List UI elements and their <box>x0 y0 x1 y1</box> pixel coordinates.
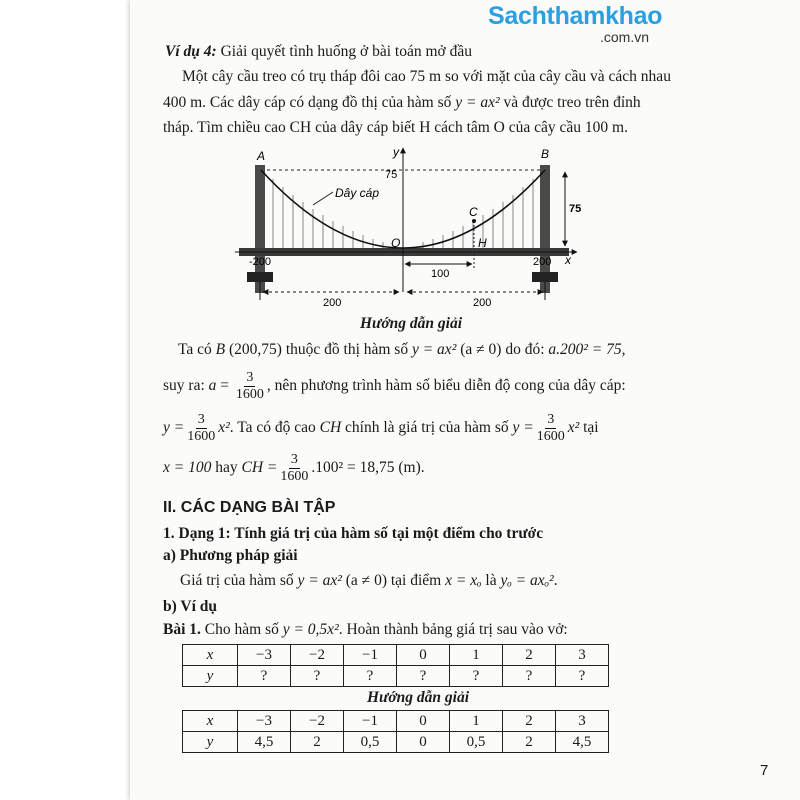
table-row <box>183 732 609 753</box>
sol1-cond: (a ≠ 0) <box>456 341 502 358</box>
example4-line3: tháp. Tìm chiều cao CH của dây cáp biết H cách tâm O của cây cầu 100 m. <box>163 119 628 136</box>
table-cell: 1 <box>450 711 503 732</box>
dang1-title: 1. Dạng 1: Tính giá trị của hàm số tại một điểm cho trước <box>163 525 544 542</box>
label-200-left: 200 <box>323 297 342 309</box>
section2-title: II. CÁC DẠNG BÀI TẬP <box>163 499 336 516</box>
table-cell: ? <box>556 666 609 687</box>
method-c: là <box>481 572 501 589</box>
table-cell: 3 <box>556 711 609 732</box>
label-y: y <box>393 145 399 159</box>
fraction-3-1600 <box>234 370 266 403</box>
table-cell: 2 <box>503 711 556 732</box>
value-table-answer <box>182 710 609 753</box>
sol1-b: (200,75) thuộc đồ thị hàm số <box>225 341 412 358</box>
label-100: 100 <box>431 268 450 280</box>
cable-pointer <box>313 192 333 205</box>
example4-line2-text-b: và được treo trên đỉnh <box>499 94 641 111</box>
sol1-formula: y = ax² <box>411 341 457 358</box>
example4-line2 <box>163 93 641 113</box>
example4-line2-text-a: 400 m. Các dây cáp có dạng đồ thị của hàm số <box>163 94 456 111</box>
method-cond: (a ≠ 0) <box>341 572 387 589</box>
bai1-text <box>163 620 568 640</box>
table-cell: ? <box>291 666 344 687</box>
bai1-label: Bài 1. <box>163 621 201 638</box>
sol3-yeq-2: y = <box>512 419 534 437</box>
table-cell: x <box>183 645 238 666</box>
sol2-a: suy ra: <box>163 377 209 395</box>
label-h: H <box>478 236 487 250</box>
solution-line3 <box>163 412 599 445</box>
frac-num: 3 <box>290 452 298 467</box>
site-logo-domain: .com.vn <box>600 29 650 45</box>
frac-den: 1600 <box>187 429 216 444</box>
fraction-3-1600-d <box>278 452 310 485</box>
sol3-b: . Ta có độ cao <box>229 419 320 437</box>
method-title: a) Phương pháp giải <box>163 547 298 564</box>
method-xo: x = xₒ <box>445 572 482 589</box>
fraction-3-1600-b <box>185 412 217 445</box>
table-cell: 0,5 <box>344 732 397 753</box>
method-formula: y = ax² <box>297 572 342 589</box>
table-cell: 4,5 <box>556 732 609 753</box>
frac-den: 1600 <box>536 429 565 444</box>
example4-label: Ví dụ 4: <box>165 43 217 60</box>
table-cell: 1 <box>450 645 503 666</box>
sol3-c: chính là giá trị của hàm số <box>341 419 513 437</box>
right-tower-base <box>532 272 558 282</box>
left-tower-base <box>247 272 273 282</box>
table-cell: 2 <box>503 645 556 666</box>
frac-den: 1600 <box>280 469 309 484</box>
table-cell: −2 <box>291 645 344 666</box>
label-o: O <box>391 236 401 250</box>
table-cell: y <box>183 666 238 687</box>
method-b: tại điểm <box>386 572 446 589</box>
sol3-yeq: y = <box>163 419 185 437</box>
sol3-tai: tại <box>579 419 599 437</box>
value-table-question <box>182 644 609 687</box>
example4-formula: y = ax² <box>455 94 500 111</box>
table-cell: y <box>183 732 238 753</box>
method-d: . <box>553 572 558 589</box>
page-number: 7 <box>760 762 769 779</box>
table-cell: 0 <box>397 711 450 732</box>
table-cell: x <box>183 711 238 732</box>
sol3-x2-2: x² <box>567 419 580 437</box>
method-text <box>180 571 558 591</box>
table-cell: ? <box>503 666 556 687</box>
table-cell: ? <box>344 666 397 687</box>
site-logo[interactable]: Sachthamkhao <box>488 2 663 30</box>
table-cell: 4,5 <box>238 732 291 753</box>
sol1-eq: a.200² = 75, <box>548 341 626 358</box>
table-cell: −3 <box>238 645 291 666</box>
solution-line4 <box>163 452 425 485</box>
bai1-formula: y = 0,5x² <box>282 621 339 638</box>
label-a: A <box>257 149 266 163</box>
label-b: B <box>541 147 550 161</box>
table-cell: ? <box>397 666 450 687</box>
table-cell: 2 <box>503 732 556 753</box>
label-tick-right: 200 <box>533 256 552 268</box>
table-cell: −2 <box>291 711 344 732</box>
label-75-right: 75 <box>569 203 582 215</box>
table-cell: 0 <box>397 645 450 666</box>
table-cell: 0,5 <box>450 732 503 753</box>
frac-den: 1600 <box>235 387 264 402</box>
sol4-b: hay <box>211 459 242 477</box>
sol2-b: , nên phương trình hàm số biểu diễn độ cong của dây cáp: <box>266 377 626 395</box>
sol4-ch: CH = <box>241 459 278 477</box>
sol1-b-point: B <box>215 341 226 358</box>
guide-title-2: Hướng dẫn giải <box>367 689 470 706</box>
frac-num: 3 <box>197 412 205 427</box>
table-cell: −1 <box>344 711 397 732</box>
sol2-avar: a <box>208 377 217 395</box>
table-cell: 2 <box>291 732 344 753</box>
solution-line1 <box>178 340 625 360</box>
table-cell: 3 <box>556 645 609 666</box>
label-tick-left: -200 <box>249 256 272 268</box>
table-row <box>183 711 609 732</box>
sol4-a: x = 100 <box>163 459 212 477</box>
bai1-a: Cho hàm số <box>200 621 283 638</box>
sol1-c: do đó: <box>501 341 549 358</box>
cable-label: Dây cáp <box>335 186 380 200</box>
frac-num: 3 <box>547 412 555 427</box>
example4-heading <box>165 42 472 62</box>
sol1-a: Ta có <box>178 341 216 358</box>
table-cell: −1 <box>344 645 397 666</box>
example4-line1: Một cây cầu treo có trụ tháp đôi cao 75 m so với mặt của cây cầu và cách nhau <box>182 68 671 85</box>
example-title: b) Ví dụ <box>163 598 217 615</box>
bai1-b: . Hoàn thành bảng giá trị sau vào vở: <box>338 621 568 638</box>
point-c <box>472 219 476 223</box>
table-row <box>183 645 609 666</box>
table-cell: ? <box>238 666 291 687</box>
sol3-ch: CH <box>319 419 342 437</box>
table-cell: ? <box>450 666 503 687</box>
label-75-axis: 75 <box>385 169 398 181</box>
table-row <box>183 666 609 687</box>
table-cell: −3 <box>238 711 291 732</box>
sol3-x2: x² <box>218 419 230 437</box>
frac-num: 3 <box>246 370 254 385</box>
method-a: Giá trị của hàm số <box>180 572 298 589</box>
guide-title: Hướng dẫn giải <box>360 315 463 332</box>
example4-heading-text: Giải quyết tình huống ở bài toán mở đầu <box>216 43 472 60</box>
label-c: C <box>469 205 478 219</box>
table-cell: 0 <box>397 732 450 753</box>
label-x: x <box>565 253 571 267</box>
fraction-3-1600-c <box>535 412 567 445</box>
bridge-diagram <box>225 140 585 310</box>
method-yo: yₒ = axₒ² <box>500 572 554 589</box>
label-200-right: 200 <box>473 297 492 309</box>
solution-line2: suy ra: a = $\frac{3}{1600}$ , nên phương trình hàm số biểu diễn độ cong của dây cáp: <box>163 370 626 402</box>
sol4-c: .100² = 18,75 (m). <box>311 459 425 477</box>
